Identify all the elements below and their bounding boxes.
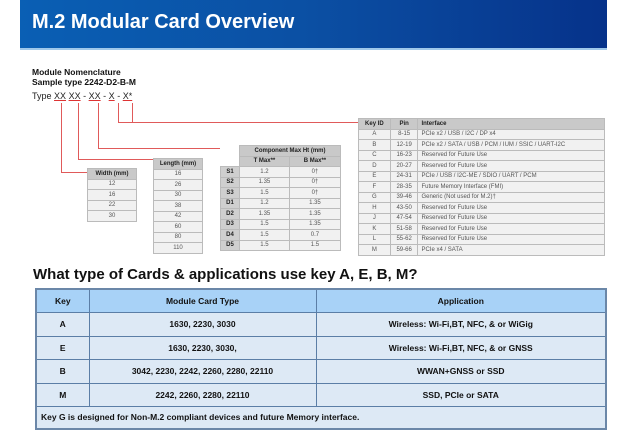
connector-line bbox=[98, 103, 99, 149]
type-label: Type bbox=[32, 91, 52, 101]
application-row bbox=[36, 313, 606, 337]
interface-cell: PCIe / USB / I2C-ME / SDIO / UART / PCM bbox=[418, 171, 605, 182]
key-id-cell: A bbox=[359, 129, 391, 140]
key-id-cell: L bbox=[359, 234, 391, 245]
key-id-cell: G bbox=[359, 192, 391, 203]
tmax-cell: 1.5 bbox=[239, 240, 289, 251]
pin-cell: 20-27 bbox=[390, 161, 418, 172]
tmax-cell: 1.2 bbox=[239, 167, 289, 178]
length-header: Length (mm) bbox=[154, 159, 203, 170]
pin-cell: 59-66 bbox=[390, 245, 418, 256]
pin-cell: 16-23 bbox=[390, 150, 418, 161]
length-cell: 16 bbox=[154, 169, 203, 180]
key-id-cell: D bbox=[359, 161, 391, 172]
component-id: D5 bbox=[221, 240, 240, 251]
interface-cell: Future Memory Interface (FMI) bbox=[418, 182, 605, 193]
key-applications-table bbox=[35, 288, 607, 430]
type-pattern bbox=[32, 91, 132, 101]
pin-cell: 12-19 bbox=[390, 140, 418, 151]
bmax-cell: 0† bbox=[289, 177, 340, 188]
interface-cell: Reserved for Future Use bbox=[418, 224, 605, 235]
length-cell: 38 bbox=[154, 201, 203, 212]
key-cell: A bbox=[36, 313, 89, 337]
pin-header: Pin bbox=[390, 119, 418, 130]
connector-line bbox=[61, 172, 87, 173]
connector-line bbox=[118, 103, 119, 123]
card-type-cell: 2242, 2260, 2280, 22110 bbox=[89, 383, 316, 407]
key-id-cell: C bbox=[359, 150, 391, 161]
pin-cell: 39-46 bbox=[390, 192, 418, 203]
tmax-header: T Max** bbox=[239, 156, 289, 167]
key-row bbox=[359, 182, 605, 193]
connector-line bbox=[78, 103, 79, 160]
tmax-cell: 1.35 bbox=[239, 177, 289, 188]
component-row bbox=[221, 177, 341, 188]
keyid-header: Key ID bbox=[359, 119, 391, 130]
nomenclature-title: Module Nomenclature bbox=[32, 67, 121, 77]
application-cell: Wireless: Wi-Fi,BT, NFC, & or GNSS bbox=[316, 336, 606, 360]
width-cell: 30 bbox=[88, 211, 137, 222]
application-row bbox=[36, 360, 606, 384]
pin-cell: 24-31 bbox=[390, 171, 418, 182]
component-row bbox=[221, 230, 341, 241]
card-type-cell: 1630, 2230, 3030 bbox=[89, 313, 316, 337]
interface-cell: Reserved for Future Use bbox=[418, 234, 605, 245]
sample-type: Sample type 2242-D2-B-M bbox=[32, 77, 136, 87]
component-id: D2 bbox=[221, 209, 240, 220]
key-cell: B bbox=[36, 360, 89, 384]
interface-cell: Reserved for Future Use bbox=[418, 213, 605, 224]
key-row bbox=[359, 245, 605, 256]
key-cell: E bbox=[36, 336, 89, 360]
key-row bbox=[359, 203, 605, 214]
key-header: Key bbox=[36, 289, 89, 313]
pin-cell: 43-50 bbox=[390, 203, 418, 214]
key-row bbox=[359, 234, 605, 245]
pin-cell: 51-58 bbox=[390, 224, 418, 235]
pin-cell: 28-35 bbox=[390, 182, 418, 193]
bmax-cell: 1.35 bbox=[289, 198, 340, 209]
component-row bbox=[221, 167, 341, 178]
tmax-cell: 1.5 bbox=[239, 219, 289, 230]
length-cell: 60 bbox=[154, 222, 203, 233]
card-type-cell: 1630, 2230, 3030, bbox=[89, 336, 316, 360]
bmax-cell: 1.5 bbox=[289, 240, 340, 251]
interface-cell: PCIe x4 / SATA bbox=[418, 245, 605, 256]
key-cell: M bbox=[36, 383, 89, 407]
key-row bbox=[359, 224, 605, 235]
tmax-cell: 1.5 bbox=[239, 230, 289, 241]
connector-line bbox=[118, 122, 358, 123]
key-id-cell: E bbox=[359, 171, 391, 182]
bmax-cell: 0† bbox=[289, 188, 340, 199]
length-cell: 42 bbox=[154, 211, 203, 222]
key-id-table bbox=[358, 118, 605, 256]
connector-line bbox=[78, 159, 153, 160]
tmax-cell: 1.35 bbox=[239, 209, 289, 220]
interface-header: Interface bbox=[418, 119, 605, 130]
key-id-cell: B bbox=[359, 140, 391, 151]
card-type-header: Module Card Type bbox=[89, 289, 316, 313]
component-id: D3 bbox=[221, 219, 240, 230]
key-id-cell: H bbox=[359, 203, 391, 214]
width-cell: 22 bbox=[88, 200, 137, 211]
application-cell: SSD, PCIe or SATA bbox=[316, 383, 606, 407]
interface-cell: Reserved for Future Use bbox=[418, 161, 605, 172]
length-table bbox=[153, 158, 203, 254]
title-banner bbox=[20, 0, 607, 50]
component-height-table bbox=[220, 145, 341, 251]
interface-cell: Reserved for Future Use bbox=[418, 203, 605, 214]
pin-cell: 8-15 bbox=[390, 129, 418, 140]
bmax-cell: 1.35 bbox=[289, 219, 340, 230]
page-title: M.2 Modular Card Overview bbox=[32, 11, 295, 33]
component-row bbox=[221, 188, 341, 199]
key-row bbox=[359, 171, 605, 182]
tmax-cell: 1.5 bbox=[239, 188, 289, 199]
application-header: Application bbox=[316, 289, 606, 313]
application-cell: Wireless: Wi-Fi,BT, NFC, & or WiGig bbox=[316, 313, 606, 337]
bmax-header: B Max** bbox=[289, 156, 340, 167]
type-part-key: X bbox=[108, 91, 115, 101]
separator: - bbox=[103, 91, 107, 101]
connector-line bbox=[98, 148, 220, 149]
table-footnote: Key G is designed for Non-M.2 compliant devices and future Memory interface. bbox=[36, 407, 606, 429]
interface-cell: Generic (Not used for M.2)† bbox=[418, 192, 605, 203]
bmax-cell: 1.35 bbox=[289, 209, 340, 220]
component-row bbox=[221, 240, 341, 251]
key-id-cell: F bbox=[359, 182, 391, 193]
key-row bbox=[359, 161, 605, 172]
width-cell: 12 bbox=[88, 179, 137, 190]
application-row bbox=[36, 383, 606, 407]
tmax-cell: 1.2 bbox=[239, 198, 289, 209]
type-part-length: XX bbox=[68, 91, 81, 101]
interface-cell: PCIe x2 / USB / I2C / DP x4 bbox=[418, 129, 605, 140]
component-row bbox=[221, 198, 341, 209]
pin-cell: 55-62 bbox=[390, 234, 418, 245]
type-part-component: XX bbox=[88, 91, 101, 101]
component-id: D1 bbox=[221, 198, 240, 209]
key-row bbox=[359, 150, 605, 161]
key-row bbox=[359, 213, 605, 224]
component-id: D4 bbox=[221, 230, 240, 241]
type-part-key2: X* bbox=[122, 91, 133, 101]
bmax-cell: 0.7 bbox=[289, 230, 340, 241]
key-id-cell: J bbox=[359, 213, 391, 224]
component-header: Component Max Ht (mm) bbox=[239, 146, 340, 157]
key-row bbox=[359, 129, 605, 140]
component-row bbox=[221, 209, 341, 220]
length-cell: 30 bbox=[154, 190, 203, 201]
key-id-cell: K bbox=[359, 224, 391, 235]
card-type-cell: 3042, 2230, 2242, 2260, 2280, 22110 bbox=[89, 360, 316, 384]
connector-line bbox=[61, 103, 62, 173]
component-id: S2 bbox=[221, 177, 240, 188]
interface-cell: PCIe x2 / SATA / USB / PCM / IUM / SSIC / UART-I2C bbox=[418, 140, 605, 151]
width-table bbox=[87, 168, 137, 222]
bmax-cell: 0† bbox=[289, 167, 340, 178]
key-row bbox=[359, 192, 605, 203]
section-question: What type of Cards & applications use key A, E, B, M? bbox=[33, 266, 418, 283]
pin-cell: 47-54 bbox=[390, 213, 418, 224]
length-cell: 80 bbox=[154, 232, 203, 243]
application-cell: WWAN+GNSS or SSD bbox=[316, 360, 606, 384]
type-part-width: XX bbox=[54, 91, 67, 101]
nomenclature-heading bbox=[32, 67, 136, 87]
key-row bbox=[359, 140, 605, 151]
application-row bbox=[36, 336, 606, 360]
connector-line bbox=[132, 103, 133, 123]
component-id: S3 bbox=[221, 188, 240, 199]
width-cell: 16 bbox=[88, 190, 137, 201]
interface-cell: Reserved for Future Use bbox=[418, 150, 605, 161]
separator: - bbox=[83, 91, 87, 101]
component-row bbox=[221, 219, 341, 230]
length-cell: 26 bbox=[154, 180, 203, 191]
length-cell: 110 bbox=[154, 243, 203, 254]
width-header: Width (mm) bbox=[88, 169, 137, 180]
component-id: S1 bbox=[221, 167, 240, 178]
separator: - bbox=[117, 91, 121, 101]
key-id-cell: M bbox=[359, 245, 391, 256]
